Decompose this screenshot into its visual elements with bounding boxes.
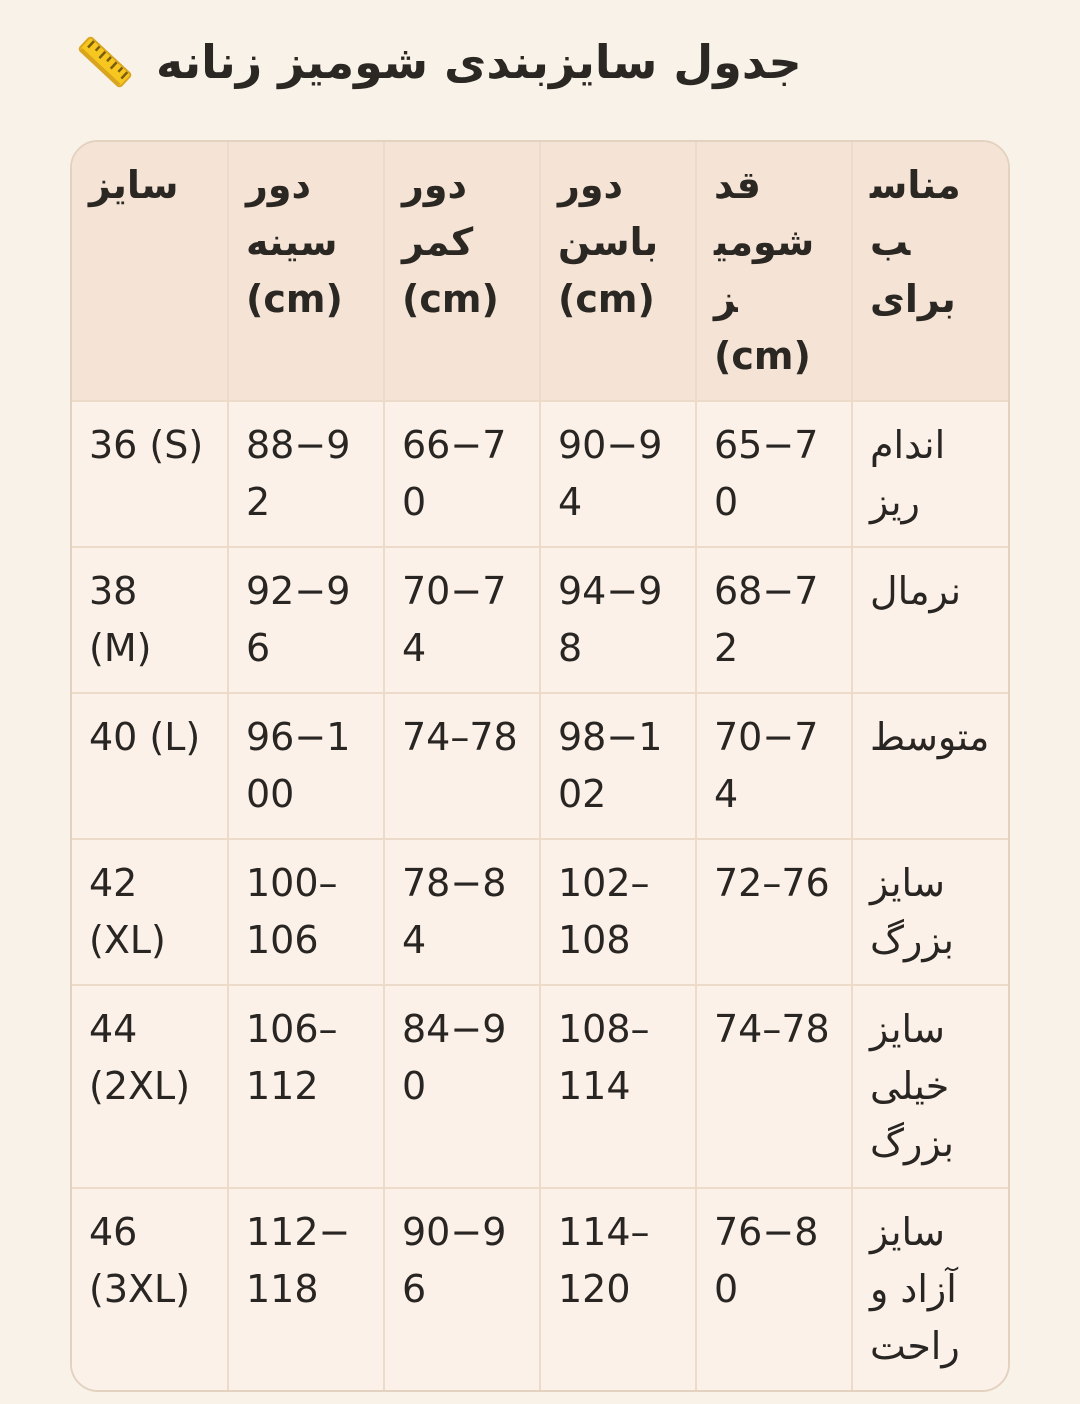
table-cell [72, 693, 228, 839]
size-table-head [72, 142, 1008, 401]
table-cell [384, 985, 540, 1188]
table-cell [540, 693, 696, 839]
table-cell-value: 106–112 [246, 1007, 338, 1109]
table-cell-value: سایز آزاد و راحت [870, 1210, 960, 1369]
table-cell-value: 78−84 [402, 861, 507, 963]
ruler-icon [74, 31, 136, 93]
header-cell-label: دور باسن (cm) [558, 163, 659, 322]
size-table-body [72, 401, 1008, 1390]
table-cell [540, 401, 696, 547]
table-cell [852, 1188, 1008, 1390]
table-cell-value: 70−74 [714, 715, 819, 817]
header-cell-5 [852, 142, 1008, 401]
table-cell-value: 74–78 [714, 1007, 830, 1052]
table-cell [72, 985, 228, 1188]
table-cell [696, 693, 852, 839]
table-cell [384, 547, 540, 693]
table-cell-value: 100–106 [246, 861, 338, 963]
table-cell [384, 1188, 540, 1390]
table-cell-value: 74–78 [402, 715, 518, 760]
table-row [72, 401, 1008, 547]
table-cell-value: 114–120 [558, 1210, 650, 1312]
table-cell [228, 1188, 384, 1390]
table-cell [852, 547, 1008, 693]
header-cell-label: سایز [89, 163, 179, 208]
table-cell [228, 985, 384, 1188]
table-cell [696, 1188, 852, 1390]
table-cell-value: 65−70 [714, 423, 819, 525]
table-cell [696, 547, 852, 693]
table-cell-value: اندام ریز [870, 423, 946, 525]
table-cell-value: 108–114 [558, 1007, 650, 1109]
table-cell [540, 839, 696, 985]
table-cell-value: 72–76 [714, 861, 830, 906]
table-cell [852, 985, 1008, 1188]
table-cell [228, 547, 384, 693]
table-cell-value: نرمال [870, 569, 962, 614]
size-table [72, 142, 1008, 1390]
table-cell [384, 401, 540, 547]
table-cell-value: 90−96 [402, 1210, 507, 1312]
table-cell [696, 401, 852, 547]
table-cell [852, 839, 1008, 985]
table-cell [228, 839, 384, 985]
table-cell [540, 1188, 696, 1390]
table-cell [852, 693, 1008, 839]
table-cell-value: 46 (3XL) [89, 1210, 191, 1312]
table-cell [228, 401, 384, 547]
table-cell-value: 70−74 [402, 569, 507, 671]
header-cell-2 [384, 142, 540, 401]
table-cell [228, 693, 384, 839]
header-cell-label: مناسب برای [870, 163, 961, 322]
header-cell-label: قد شومیز (cm) [714, 163, 815, 379]
table-cell-value: سایز خیلی بزرگ [870, 1007, 954, 1166]
table-cell-value: 40 (L) [89, 715, 201, 760]
size-table-card [70, 140, 1010, 1392]
table-cell [696, 985, 852, 1188]
table-cell [540, 985, 696, 1188]
table-cell-value: 92−96 [246, 569, 351, 671]
table-cell [384, 839, 540, 985]
table-cell [696, 839, 852, 985]
table-cell [72, 547, 228, 693]
table-cell-value: 94−98 [558, 569, 663, 671]
header-cell-1 [228, 142, 384, 401]
table-cell-value: متوسط [870, 715, 990, 760]
table-cell-value: سایز بزرگ [870, 861, 954, 963]
table-cell [72, 839, 228, 985]
header-cell-3 [540, 142, 696, 401]
table-row [72, 1188, 1008, 1390]
table-cell-value: 90−94 [558, 423, 663, 525]
table-cell-value: 76−80 [714, 1210, 819, 1312]
page-title [74, 30, 1010, 94]
table-cell-value: 88−92 [246, 423, 351, 525]
table-cell [384, 693, 540, 839]
table-cell-value: 84−90 [402, 1007, 507, 1109]
table-row [72, 985, 1008, 1188]
table-cell-value: 102–108 [558, 861, 650, 963]
table-cell-value: 68−72 [714, 569, 819, 671]
table-cell [72, 401, 228, 547]
table-cell-value: 38 (M) [89, 569, 152, 671]
table-cell-value: 66−70 [402, 423, 507, 525]
table-cell-value: 98−102 [558, 715, 663, 817]
table-cell-value: 112−118 [246, 1210, 351, 1312]
page-title-text: جدول سایزبندی شومیز زنانه [156, 35, 802, 89]
table-cell-value: 44 (2XL) [89, 1007, 191, 1109]
header-cell-4 [696, 142, 852, 401]
table-cell [540, 547, 696, 693]
table-cell-value: 96−100 [246, 715, 351, 817]
table-cell-value: 42 (XL) [89, 861, 166, 963]
table-row [72, 693, 1008, 839]
header-cell-label: دور سینه (cm) [246, 163, 343, 322]
table-cell-value: 36 (S) [89, 423, 204, 468]
table-row [72, 839, 1008, 985]
header-cell-0 [72, 142, 228, 401]
header-row [72, 142, 1008, 401]
table-cell [72, 1188, 228, 1390]
table-cell [852, 401, 1008, 547]
header-cell-label: دور کمر (cm) [402, 163, 499, 322]
table-row [72, 547, 1008, 693]
